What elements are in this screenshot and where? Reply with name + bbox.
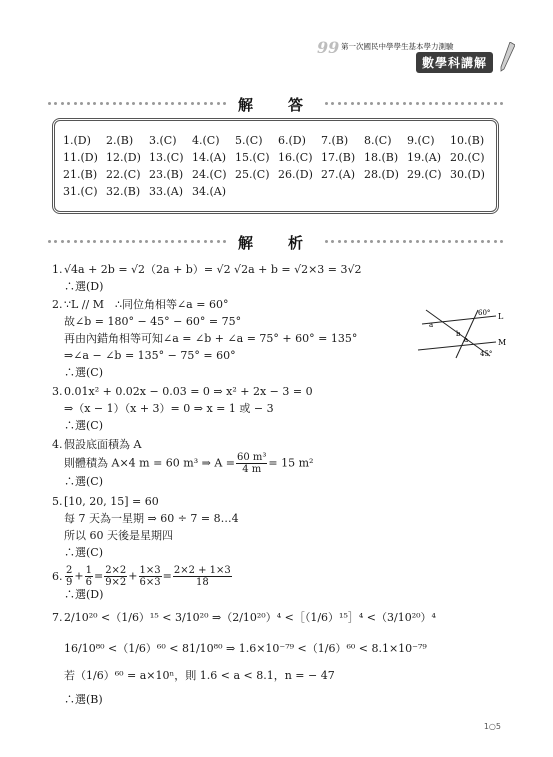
solution-3-line-1 xyxy=(52,384,313,399)
answers-heading-bar xyxy=(48,95,503,114)
fraction-denominator: 18 xyxy=(195,577,209,588)
solution-2-line-1 xyxy=(52,297,228,312)
solution-7-line-3: 若（1/6）⁶⁰ = a×10ⁿ，則 1.6 < a < 8.1，n = − 47 xyxy=(64,669,335,682)
solution-5-line-2: 每 7 天為一星期 ⇒ 60 ÷ 7 = 8…4 xyxy=(64,512,239,525)
fraction-denominator: 4 m xyxy=(242,464,262,475)
solution-text: 假設底面積為 A xyxy=(64,438,142,451)
answers-grid xyxy=(63,134,493,198)
angle-label-60: 60° xyxy=(478,309,491,317)
solution-text: 0.01x² + 0.02x − 0.03 = 0 ⇒ x² + 2x − 3 = 0 xyxy=(64,385,313,398)
answer-item: 5.(C) xyxy=(235,134,263,147)
page-number: 1○5 xyxy=(483,722,501,731)
solution-text: ∵L // M ∴同位角相等∠a = 60° xyxy=(64,298,229,311)
angle-label-b: b xyxy=(456,330,461,338)
answer-item: 30.(D) xyxy=(450,168,485,181)
fraction-denominator: 9 xyxy=(66,577,73,588)
answer-item: 11.(D) xyxy=(63,151,98,164)
answer-item: 28.(D) xyxy=(364,168,399,181)
fraction xyxy=(65,565,73,588)
answer-item: 31.(C) xyxy=(63,185,98,198)
answer-item: 7.(B) xyxy=(321,134,349,147)
solution-2-line-4: ⇒∠a − ∠b = 135° − 75° = 60° xyxy=(64,349,236,362)
solution-number: 4. xyxy=(52,438,63,451)
answer-item: 27.(A) xyxy=(321,168,356,181)
solution-7-line-1 xyxy=(52,610,436,625)
solution-3-line-3: ∴選(C) xyxy=(64,419,103,432)
solution-number: 6. xyxy=(52,569,63,583)
solution-5-line-4: ∴選(C) xyxy=(64,546,103,559)
answer-item: 23.(B) xyxy=(149,168,184,181)
fraction xyxy=(104,565,127,588)
answer-item: 3.(C) xyxy=(149,134,177,147)
solution-4-line-1 xyxy=(52,437,141,452)
heading-dots-right xyxy=(325,238,503,244)
fraction xyxy=(139,565,162,588)
solution-4-line-2 xyxy=(64,452,313,475)
solution-text: √4a + 2b = √2（2a + b）= √2 √2a + b = √2×3 = 3√2 xyxy=(64,263,362,276)
fraction xyxy=(173,565,232,588)
parallel-lines-figure xyxy=(416,306,506,361)
answer-item: 8.(C) xyxy=(364,134,392,147)
fraction-denominator: 6 xyxy=(85,577,92,588)
fraction-denominator: 6×3 xyxy=(139,577,161,588)
fraction-numerator: 2×2 xyxy=(105,565,127,576)
pencil-icon xyxy=(499,42,515,72)
solution-text: [10, 20, 15] = 60 xyxy=(64,495,159,508)
fraction-denominator: 9×2 xyxy=(105,577,127,588)
solution-2-line-3: 再由內錯角相等可知∠a = ∠b + ∠a = 75° + 60° = 135° xyxy=(64,332,358,345)
answer-item: 20.(C) xyxy=(450,151,485,164)
solution-number: 7. xyxy=(52,611,63,624)
answer-item: 18.(B) xyxy=(364,151,399,164)
solution-number: 1. xyxy=(52,263,63,276)
solution-3-line-2: ⇒（x − 1）（x + 3）= 0 ⇒ x = 1 或 − 3 xyxy=(64,402,274,415)
solution-text: 則體積為 A×4 m = 60 m³ ⇒ A = xyxy=(64,456,235,470)
fraction xyxy=(236,452,267,475)
answer-item: 6.(D) xyxy=(278,134,306,147)
solution-2-line-2: 故∠b = 180° − 45° − 60° = 75° xyxy=(64,315,242,328)
answer-item: 34.(A) xyxy=(192,185,227,198)
answer-item: 19.(A) xyxy=(407,151,442,164)
solution-6-line-2: ∴選(D) xyxy=(64,588,104,601)
operator: + xyxy=(74,569,84,583)
solution-text: 2/10²⁰ <（1/6）¹⁵ < 3/10²⁰ ⇒（2/10²⁰）⁴ <［（1/6）¹⁵］⁴ <（3/10²⁰）⁴ xyxy=(64,611,436,624)
operator: + xyxy=(128,569,138,583)
solution-text: = 15 m² xyxy=(268,456,314,470)
solution-1-line-2: ∴選(D) xyxy=(64,280,104,293)
solutions-heading: 解 析 xyxy=(237,234,313,252)
solutions-heading-bar xyxy=(48,233,503,252)
solution-6-line-1 xyxy=(52,565,233,588)
answer-item: 33.(A) xyxy=(149,185,184,198)
answer-item: 10.(B) xyxy=(450,134,485,147)
solution-5-line-3: 所以 60 天後是星期四 xyxy=(64,529,173,542)
operator: = xyxy=(162,569,172,583)
fraction-numerator: 60 m³ xyxy=(237,452,267,463)
solution-number: 2. xyxy=(52,298,63,311)
answer-item: 4.(C) xyxy=(192,134,220,147)
answer-item: 14.(A) xyxy=(192,151,227,164)
answer-item: 24.(C) xyxy=(192,168,227,181)
answer-item: 29.(C) xyxy=(407,168,442,181)
answer-item: 21.(B) xyxy=(63,168,98,181)
answer-item: 32.(B) xyxy=(106,185,141,198)
solution-5-line-1 xyxy=(52,494,159,509)
answers-heading: 解 答 xyxy=(237,96,313,114)
answer-item: 16.(C) xyxy=(278,151,313,164)
page-header xyxy=(315,38,515,78)
answers-box xyxy=(52,118,499,214)
line-label-l: L xyxy=(498,312,504,321)
heading-dots-right xyxy=(325,100,503,106)
answer-item: 26.(D) xyxy=(278,168,313,181)
angle-label-a-2: a xyxy=(464,336,469,344)
angle-label-45: 45° xyxy=(480,350,493,358)
answer-item: 15.(C) xyxy=(235,151,270,164)
answer-item: 17.(B) xyxy=(321,151,356,164)
fraction-numerator: 2×2 + 1×3 xyxy=(173,565,231,576)
fraction-numerator: 1×3 xyxy=(139,565,161,576)
solution-2-line-5: ∴選(C) xyxy=(64,366,103,379)
answer-item: 12.(D) xyxy=(106,151,141,164)
fraction-numerator: 2 xyxy=(66,565,73,576)
line-label-m: M xyxy=(498,338,506,347)
header-title: 第一次國民中學學生基本學力測驗 xyxy=(341,42,454,51)
answer-item: 22.(C) xyxy=(106,168,141,181)
header-subtitle: 數學科講解 xyxy=(416,52,493,73)
fraction-numerator: 1 xyxy=(85,565,92,576)
solution-4-line-3: ∴選(C) xyxy=(64,475,103,488)
solution-number: 3. xyxy=(52,385,63,398)
line-m xyxy=(418,342,496,350)
fraction xyxy=(85,565,93,588)
answer-item: 2.(B) xyxy=(106,134,134,147)
solution-number: 5. xyxy=(52,495,63,508)
answer-item: 13.(C) xyxy=(149,151,184,164)
answer-item: 1.(D) xyxy=(63,134,91,147)
operator: = xyxy=(93,569,104,583)
solution-1-line-1 xyxy=(52,262,362,277)
solution-7-line-2: 16/10⁸⁰ <（1/6）⁶⁰ < 81/10⁸⁰ ⇒ 1.6×10⁻⁷⁹ <（1/6）⁶⁰ < 8.1×10⁻⁷⁹ xyxy=(64,642,427,655)
answer-item: 9.(C) xyxy=(407,134,435,147)
answer-item: 25.(C) xyxy=(235,168,270,181)
header-logo: 99 xyxy=(317,38,340,57)
angle-label-a: a xyxy=(429,321,434,329)
solution-7-line-4: ∴選(B) xyxy=(64,693,103,706)
